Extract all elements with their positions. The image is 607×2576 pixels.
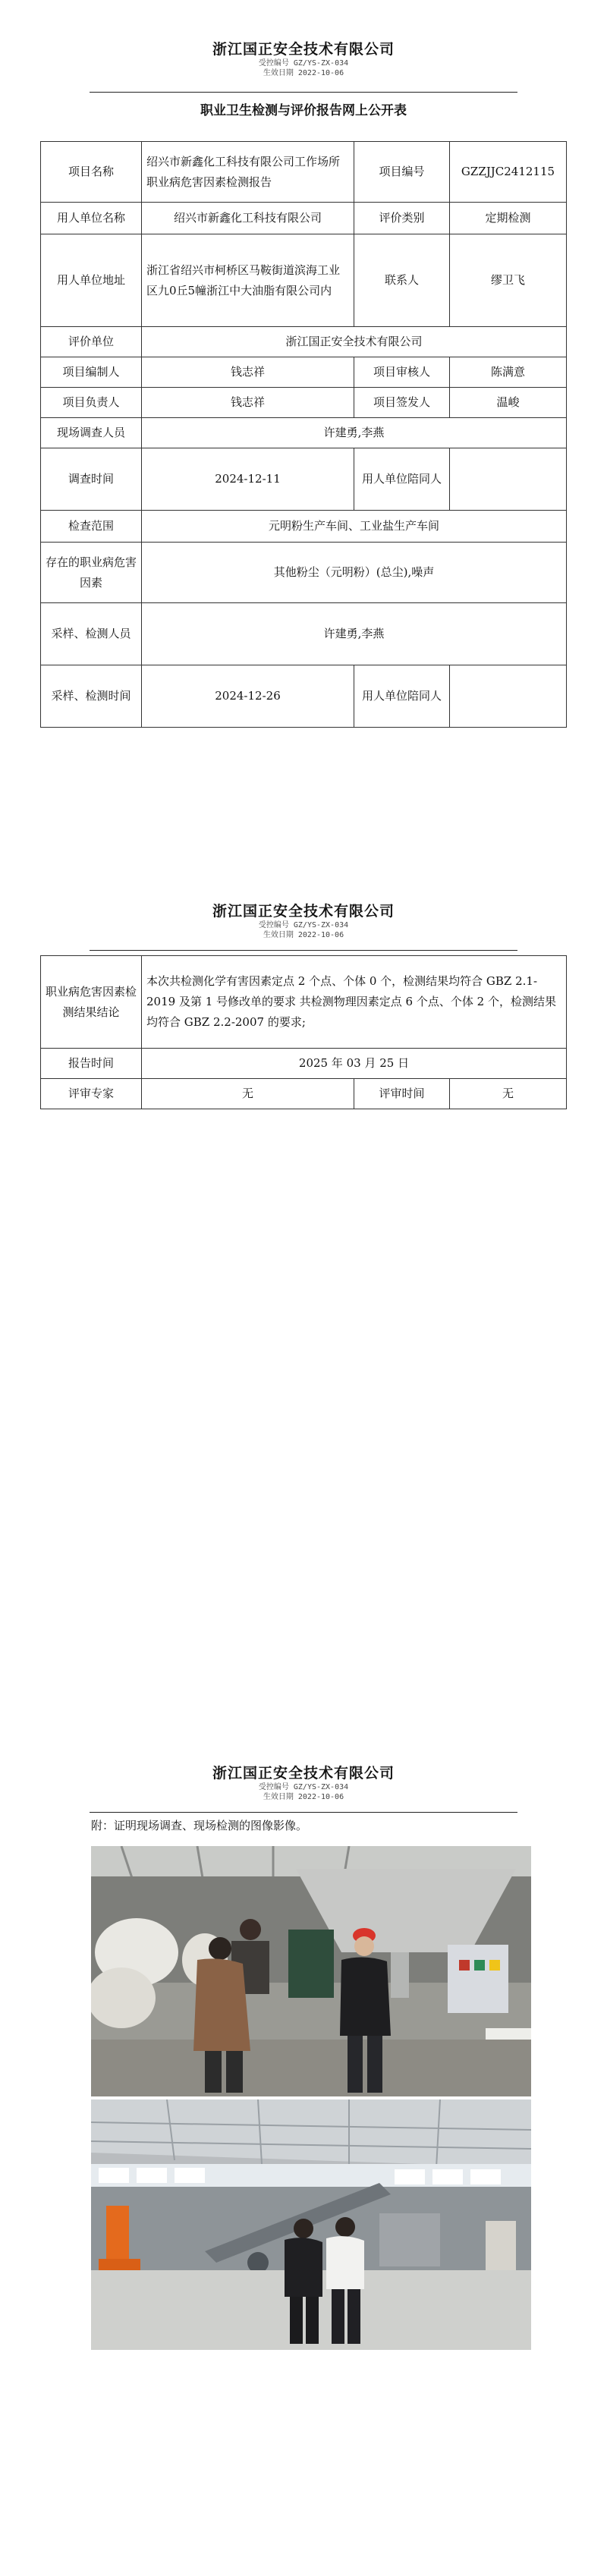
survey-time-value: 2024-12-11 [142, 448, 354, 511]
hazards-value: 其他粉尘（元明粉）(总尘),噪声 [142, 543, 567, 603]
leader-label: 项目负责人 [41, 388, 142, 418]
employer-label: 用人单位名称 [41, 203, 142, 234]
address-label: 用人单位地址 [41, 234, 142, 327]
conclusion-value: 本次共检测化学有害因素定点 2 个点、个体 0 个，检测结果均符合 GBZ 2.1-2019 及第 1 号修改单的要求 共检测物理因素定点 6 个点、个体 2 个，检测结果均符合 GBZ 2.2-2007 的要求; [142, 956, 567, 1049]
project-name-label: 项目名称 [41, 142, 142, 203]
header-rule [90, 92, 517, 93]
experts-value: 无 [142, 1079, 354, 1109]
review-time-value: 无 [450, 1079, 567, 1109]
survey-time-label: 调查时间 [41, 448, 142, 511]
author-value: 钱志祥 [142, 357, 354, 388]
samplers-label: 采样、检测人员 [41, 603, 142, 665]
effective-date: 生效日期 2022-10-06 [263, 1793, 344, 1801]
review-time-label: 评审时间 [354, 1079, 450, 1109]
escort-label: 用人单位陪同人 [354, 448, 450, 511]
samplers-value: 许建勇,李燕 [142, 603, 567, 665]
page-header [0, 38, 607, 78]
issuer-value: 温峻 [450, 388, 567, 418]
project-name-value: 绍兴市新鑫化工科技有限公司工作场所职业病危害因素检测报告 [142, 142, 354, 203]
author-label: 项目编制人 [41, 357, 142, 388]
control-number: 受控编号 GZ/YS-ZX-034 [258, 59, 349, 68]
eval-unit-value: 浙江国正安全技术有限公司 [142, 327, 567, 357]
sampling-time-label: 采样、检测时间 [41, 665, 142, 728]
leader-value: 钱志祥 [142, 388, 354, 418]
eval-unit-label: 评价单位 [41, 327, 142, 357]
control-number: 受控编号 GZ/YS-ZX-034 [258, 921, 349, 929]
page-header [0, 900, 607, 940]
address-value: 浙江省绍兴市柯桥区马鞍街道滨海工业区九0丘5幢浙江中大油脂有限公司内 [142, 234, 354, 327]
hazards-label: 存在的职业病危害因素 [41, 543, 142, 603]
attachment-note: 附：证明现场调查、现场检测的图像影像。 [91, 1819, 308, 1832]
report-time-label: 报告时间 [41, 1049, 142, 1079]
site-survey-photo [91, 1846, 531, 2096]
eval-type-label: 评价类别 [354, 203, 450, 234]
experts-label: 评审专家 [41, 1079, 142, 1109]
project-no-value: GZZJJC2412115 [450, 142, 567, 203]
site-sampling-photo [91, 2099, 531, 2350]
header-rule [90, 950, 517, 951]
scope-value: 元明粉生产车间、工业盐生产车间 [142, 511, 567, 543]
project-no-label: 项目编号 [354, 142, 450, 203]
effective-date: 生效日期 2022-10-06 [263, 69, 344, 77]
company-name: 浙江国正安全技术有限公司 [212, 41, 395, 58]
eval-type-value: 定期检测 [450, 203, 567, 234]
page-header [0, 1762, 607, 1802]
employer-value: 绍兴市新鑫化工科技有限公司 [142, 203, 354, 234]
escort-value [450, 448, 567, 511]
escort2-label: 用人单位陪同人 [354, 665, 450, 728]
scope-label: 检查范围 [41, 511, 142, 543]
issuer-label: 项目签发人 [354, 388, 450, 418]
effective-date: 生效日期 2022-10-06 [263, 931, 344, 939]
contact-label: 联系人 [354, 234, 450, 327]
conclusion-label: 职业病危害因素检测结果结论 [41, 956, 142, 1049]
investigators-value: 许建勇,李燕 [142, 418, 567, 448]
investigators-label: 现场调查人员 [41, 418, 142, 448]
report-time-value: 2025 年 03 月 25 日 [142, 1049, 567, 1079]
conclusion-table [40, 955, 567, 1109]
contact-value: 缪卫飞 [450, 234, 567, 327]
company-name: 浙江国正安全技术有限公司 [212, 903, 395, 920]
company-name: 浙江国正安全技术有限公司 [212, 1765, 395, 1782]
sampling-time-value: 2024-12-26 [142, 665, 354, 728]
reviewer-value: 陈满意 [450, 357, 567, 388]
escort2-value [450, 665, 567, 728]
reviewer-label: 项目审核人 [354, 357, 450, 388]
control-number: 受控编号 GZ/YS-ZX-034 [258, 1783, 349, 1791]
report-info-table [40, 141, 567, 728]
document-title: 职业卫生检测与评价报告网上公开表 [200, 103, 407, 118]
header-rule [90, 1812, 517, 1813]
